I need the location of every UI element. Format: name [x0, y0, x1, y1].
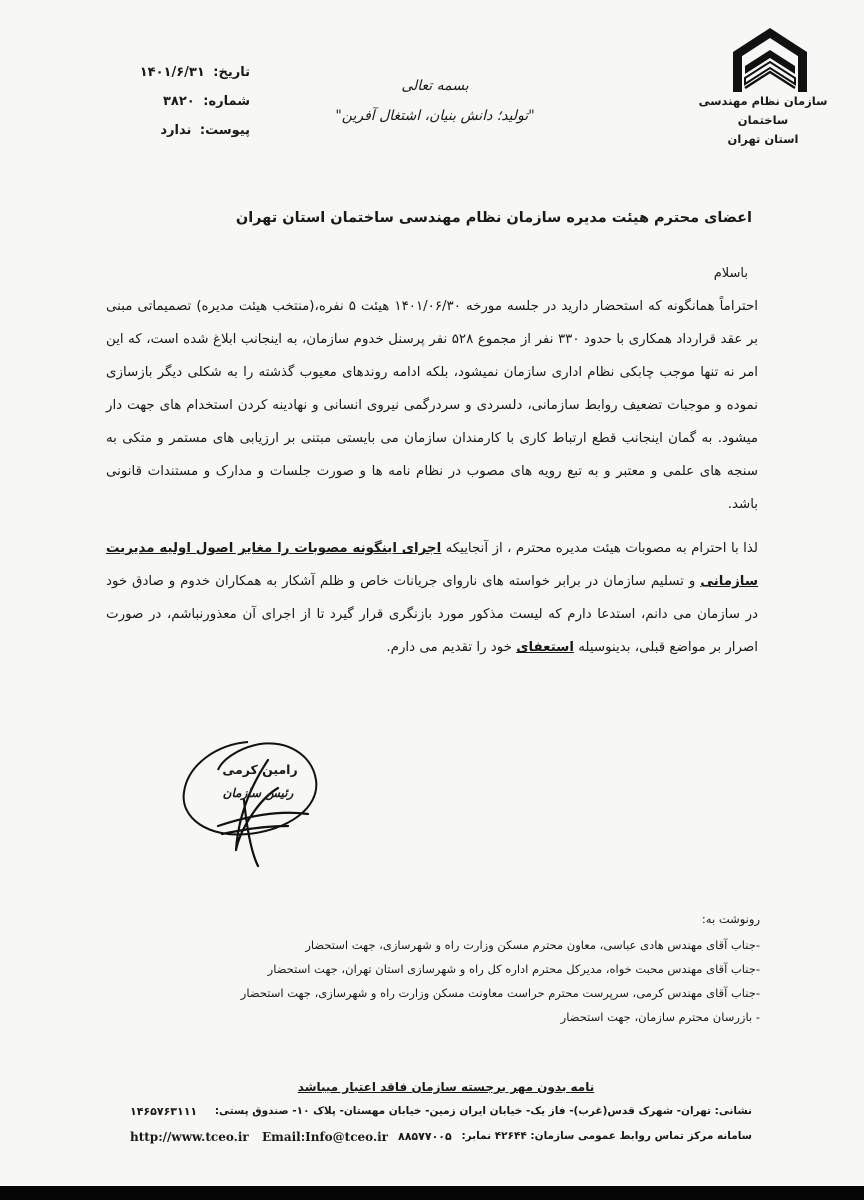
body-paragraph-2 [106, 532, 758, 664]
body-paragraph-1: احتراماً همانگونه که استحضار دارید در جلسه مورخه ۱۴۰۱/۰۶/۳۰ هیئت ۵ نفره،(منتخب هیئت مدیره) تصمیماتی مبنی بر عقد قرارداد همکاری با حدود ۳۳۰ نفر از مجموع ۵۲۸ نفر پرسنل خدوم سازمان، به اینجانب ابلاغ شده است، که این امر نه تنها موجب چابکی نظام اداری سازمان نمیشود، بلکه ادامه روندهای معیوب گذشته را به شکلی دیگر بازسازی نموده و موجبات تضعیف روابط سازمانی، دلسردی و سردرگمی نیروی انسانی و نهادینه کردن استخدام های جهت دار میشود. به گمان اینجانب قطع ارتباط کاری با کارمندان سازمان می بایستی مبتنی بر ارزیابی های مستمر و متکی به سنجه های علمی و معتبر و به تبع رویه های مصوب در نظام نامه ها و صورت جلسات و مدارک و مستندات قانونی باشد. [106, 299, 758, 512]
paragraph2-end: خود را تقدیم می دارم. [386, 640, 517, 655]
date-row [110, 58, 250, 87]
footer-postal-code: ۱۴۶۵۷۶۳۱۱۱ [130, 1105, 198, 1118]
cc-item: -جناب آقای مهندس محبت خواه، مدیرکل محترم اداره کل راه و شهرسازی استان تهران، جهت استحضار [267, 962, 760, 976]
organization-name-line1: سازمان نظام مهندسی ساختمان [698, 94, 828, 127]
organization-logo-icon [725, 22, 815, 100]
greeting: باسلام [713, 266, 748, 281]
signatory-name: رامین کرمی [222, 762, 298, 777]
cc-item: -جناب آقای مهندس کرمی، سرپرست محترم حراست معاونت مسکن وزارت راه و شهرسازی، جهت استحضار [240, 986, 760, 1000]
paragraph2-emphasis-resignation: استعفای [516, 640, 574, 655]
footer-email: Email:Info@tceo.ir [262, 1130, 389, 1144]
cc-title: رونوشت به: [701, 912, 760, 926]
bottom-bar [0, 1186, 864, 1200]
date-value: ۱۴۰۱/۶/۳۱ [139, 65, 205, 80]
attachment-label: پیوست: [199, 123, 250, 138]
number-row [110, 87, 250, 116]
organization-name-line2: استان تهران [727, 131, 799, 146]
paragraph2-before: لذا با احترام به مصوبات هیئت مدیره محترم ، از آنجاییکه [441, 541, 758, 556]
paragraph2-after: و تسلیم سازمان در برابر خواسته های ناروای جریانات خاص و ظلم آشکار به همکاران خدوم و صادق خود در سازمان می دانم، استدعا دارم که لیست مذکور مورد بازنگری قرار گیرد تا از اجرای آن معذورنباشم، در صورت اصرار بر مواضع قبلی، بدینوسیله [106, 574, 758, 655]
attachment-row [110, 116, 250, 145]
attachment-value: ندارد [160, 123, 192, 138]
organization-name [678, 92, 848, 149]
recipient-line: اعضای محترم هیئت مدیره سازمان نظام مهندسی ساختمان استان تهران [235, 210, 752, 226]
footer-fax: ۸۸۵۷۷۰۰۵ [398, 1130, 452, 1143]
number-value: ۳۸۲۰ [162, 94, 195, 109]
signature-scribble-icon [178, 730, 328, 870]
number-label: شماره: [203, 94, 250, 109]
cc-item: - بازرسان محترم سازمان، جهت استحضار [560, 1010, 760, 1024]
cc-item: -جناب آقای مهندس هادی عباسی، معاون محترم مسکن وزارت راه و شهرسازی، جهت استحضار [305, 938, 760, 952]
letter-metadata [110, 58, 250, 145]
footer-website: http://www.tceo.ir [130, 1130, 249, 1144]
footer-address: نشانی: تهران- شهرک قدس(غرب)- فاز یک- خیابان ایران زمین- خیابان مهستان- پلاک ۱۰- صندوق پستی: [214, 1105, 752, 1117]
footer-contact: سامانه مرکز تماس روابط عمومی سازمان: ۴۲۶۴۴ نمابر: [461, 1130, 752, 1142]
footer-validity-note: نامه بدون مهر برجسته سازمان فاقد اعتبار میباشد [297, 1080, 595, 1094]
motto-text: "تولید؛ دانش بنیان، اشتغال آفرین" [335, 108, 535, 124]
paragraph2-emphasis: اجرای اینگونه مصوبات را مغایر اصول اولیه مدیریت سازمانی [106, 541, 758, 589]
signatory-title: رئیس سازمان [222, 786, 294, 800]
date-label: تاریخ: [213, 65, 250, 80]
besmeh-heading: بسمه تعالی [401, 78, 469, 94]
